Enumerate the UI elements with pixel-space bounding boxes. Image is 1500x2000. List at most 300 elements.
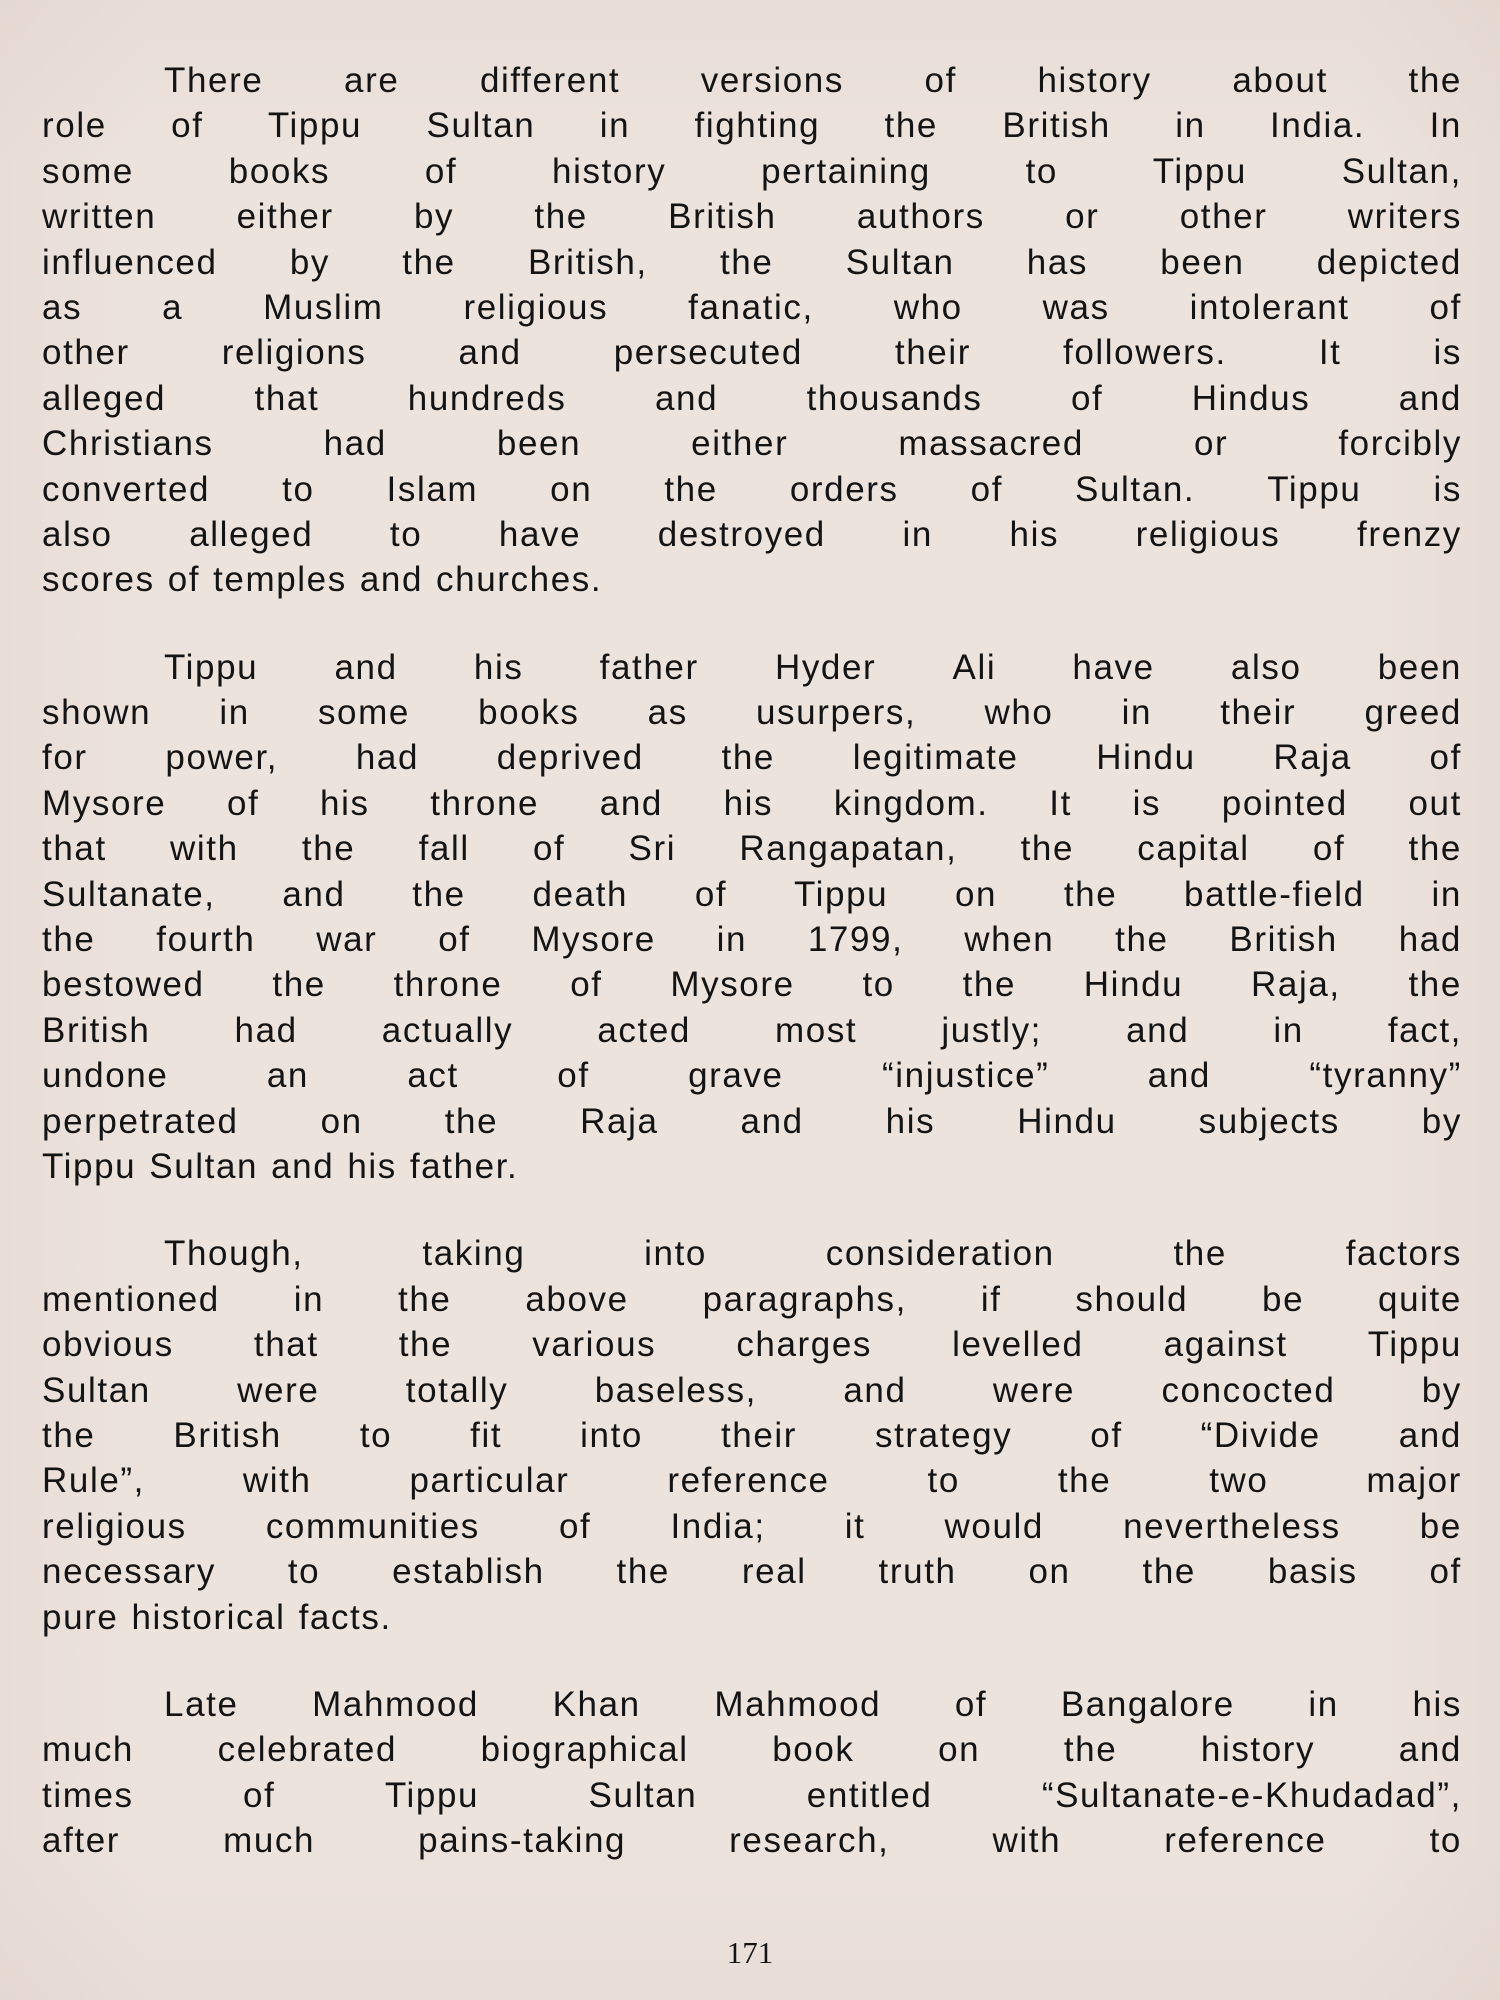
word: or (1193, 424, 1229, 464)
word: the (664, 469, 718, 509)
text-line (42, 285, 1462, 330)
word: of (424, 151, 458, 191)
word: Mysore (42, 783, 167, 823)
word: father. (409, 1146, 519, 1186)
page-number: 171 (726, 1935, 774, 1970)
word: other (1179, 197, 1268, 237)
word: reference (1164, 1821, 1327, 1861)
word: Raja, (1251, 965, 1341, 1005)
word: were (992, 1370, 1076, 1410)
word: the (398, 1279, 452, 1319)
word: his (347, 1146, 397, 1186)
word: “injustice” (882, 1056, 1050, 1096)
word: truth (878, 1552, 957, 1592)
paragraph (42, 1682, 1462, 1864)
word: entitled (806, 1775, 933, 1815)
word: the (1020, 829, 1075, 869)
word: orders (789, 469, 899, 509)
word: religious (1135, 514, 1281, 554)
word: of (1090, 1415, 1123, 1455)
word: Sri (628, 829, 677, 869)
text-line (42, 962, 1462, 1007)
text-line (42, 645, 1462, 690)
word: was (1042, 287, 1110, 327)
word: pure (42, 1597, 119, 1637)
word: had (355, 738, 420, 778)
word: into (644, 1234, 707, 1274)
word: consideration (825, 1234, 1055, 1274)
word: his (320, 783, 370, 823)
word: much (42, 1730, 134, 1770)
word: Hindu (1017, 1101, 1117, 1141)
text-line (42, 1504, 1462, 1549)
word: his (1412, 1684, 1462, 1724)
word: the (272, 965, 326, 1005)
word: and (334, 647, 398, 687)
word: to (389, 514, 423, 554)
word: it (844, 1506, 866, 1546)
word: of (954, 1684, 988, 1724)
text-line (42, 735, 1462, 780)
word: history (1037, 61, 1152, 100)
word: that (42, 829, 107, 869)
word: the (42, 1415, 96, 1455)
text-line (42, 1413, 1462, 1458)
word: after (42, 1821, 121, 1861)
word: subjects (1198, 1101, 1340, 1141)
text-line (42, 1008, 1462, 1053)
text-line (42, 1368, 1462, 1413)
word: fall (418, 829, 470, 869)
word: pains-taking (418, 1821, 627, 1861)
word: British (1002, 106, 1111, 146)
word: and (740, 1101, 804, 1141)
word: various (532, 1325, 657, 1365)
word: scores (42, 560, 155, 600)
word: who (984, 693, 1054, 733)
word: by (413, 197, 455, 237)
word: Sultanate, (42, 874, 216, 914)
text-line (42, 690, 1462, 735)
text-line (42, 467, 1462, 512)
word: Hindu (1083, 965, 1184, 1005)
word: influenced (42, 242, 218, 282)
body-text (42, 58, 1462, 1905)
word: most (775, 1010, 858, 1050)
word: book (772, 1730, 855, 1770)
word: power, (165, 738, 279, 778)
word: an (266, 1056, 309, 1096)
word: of (1429, 287, 1462, 327)
word: into (580, 1415, 643, 1455)
word: It (1318, 333, 1342, 373)
word: writers (1347, 197, 1462, 237)
text-line (42, 1818, 1462, 1863)
word: death (532, 874, 629, 914)
word: “Divide (1200, 1415, 1321, 1455)
word: to (927, 1461, 960, 1501)
word: of (557, 1056, 590, 1096)
word: in (219, 693, 250, 733)
word: of (970, 469, 1004, 509)
word: of (694, 874, 728, 914)
word: Tippu (1267, 469, 1362, 509)
word: in (599, 106, 631, 146)
word: his (723, 783, 774, 823)
word: frenzy (1357, 514, 1462, 554)
text-line (42, 1053, 1462, 1098)
word: of (1312, 829, 1346, 869)
word: British, (527, 242, 648, 282)
word: by (1421, 1101, 1462, 1141)
text-line (42, 512, 1462, 557)
word: acted (597, 1010, 691, 1050)
word: times (42, 1775, 134, 1815)
word: for (42, 738, 88, 778)
word: his (1009, 514, 1060, 554)
word: books (478, 693, 580, 733)
word: of (227, 783, 260, 823)
text-line (42, 1595, 1462, 1640)
text-line (42, 240, 1462, 285)
word: hundreds (407, 378, 567, 418)
text-line (42, 781, 1462, 826)
word: the (402, 242, 456, 282)
word: much (223, 1821, 316, 1861)
text-line (42, 58, 1462, 103)
word: of (532, 829, 566, 869)
word: Tippu (384, 1775, 480, 1815)
word: the (1057, 1461, 1112, 1501)
text-line (42, 421, 1462, 466)
word: Sultan (845, 242, 955, 282)
word: the (412, 874, 466, 914)
word: are (344, 61, 400, 100)
word: about (1232, 61, 1328, 100)
word: and (359, 560, 424, 600)
word: Sultan, (1341, 151, 1462, 191)
word: Raja (580, 1101, 659, 1141)
word: to (1025, 151, 1058, 191)
word: Ali (952, 647, 997, 687)
word: in (1121, 693, 1153, 733)
word: Bangalore (1060, 1684, 1235, 1724)
word: the (534, 197, 588, 237)
word: have (498, 514, 582, 554)
word: intolerant (1189, 287, 1350, 327)
word: have (1072, 647, 1155, 687)
word: if (980, 1279, 1002, 1319)
word: to (1429, 1821, 1462, 1861)
word: British (173, 1415, 282, 1455)
word: legitimate (852, 738, 1019, 778)
text-line (42, 1549, 1462, 1594)
word: massacred (898, 424, 1084, 464)
word: books (228, 151, 331, 191)
word: research, (729, 1821, 890, 1861)
word: of (558, 1506, 592, 1546)
word: of (1070, 378, 1104, 418)
word: had (234, 1010, 298, 1050)
paragraph (42, 58, 1462, 603)
word: is (1132, 783, 1162, 823)
word: usurpers, (755, 693, 917, 733)
word: Tippu (42, 1146, 137, 1186)
word: above (525, 1279, 629, 1319)
word: some (42, 151, 134, 191)
word: also (42, 514, 113, 554)
word: the (616, 1552, 670, 1592)
word: that (254, 378, 320, 418)
text-line (42, 330, 1462, 375)
text-line (42, 826, 1462, 871)
word: alleged (42, 378, 167, 418)
text-line (42, 376, 1462, 421)
word: Sultan (426, 106, 536, 146)
word: of (171, 106, 204, 146)
word: Hindus (1191, 378, 1311, 418)
word: by (1421, 1370, 1462, 1410)
word: on (320, 1101, 363, 1141)
text-line (42, 1682, 1462, 1727)
text-line (42, 103, 1462, 148)
word: basis (1267, 1552, 1358, 1592)
word: the (1408, 61, 1462, 100)
word: levelled (952, 1325, 1084, 1365)
word: with (992, 1821, 1062, 1861)
word: and (1126, 1010, 1190, 1050)
word: deprived (496, 738, 644, 778)
word: act (407, 1056, 459, 1096)
word: and (1398, 1415, 1462, 1455)
word: converted (42, 469, 211, 509)
text-line (42, 1773, 1462, 1818)
word: necessary (42, 1552, 216, 1592)
word: been (1377, 647, 1462, 687)
word: the (1142, 1552, 1196, 1592)
word: the (1173, 1234, 1227, 1274)
word: British (42, 1010, 151, 1050)
word: the (42, 920, 96, 960)
word: fighting (694, 106, 821, 146)
word: were (237, 1370, 320, 1410)
word: capital (1137, 829, 1250, 869)
word: some (317, 693, 410, 733)
word: major (1366, 1461, 1462, 1501)
word: and (843, 1370, 907, 1410)
word: Sultan. (1075, 469, 1196, 509)
word: concocted (1161, 1370, 1336, 1410)
word: authors (856, 197, 985, 237)
word: in (1175, 106, 1206, 146)
word: strategy (875, 1415, 1013, 1455)
word: out (1408, 783, 1462, 823)
word: Tippu (164, 647, 259, 687)
word: pertaining (761, 151, 931, 191)
text-line (42, 917, 1462, 962)
word: to (359, 1415, 393, 1455)
word: Mahmood (714, 1684, 882, 1724)
word: by (289, 242, 330, 282)
word: and (654, 378, 719, 418)
word: totally (405, 1370, 509, 1410)
word: justly; (941, 1010, 1042, 1050)
word: particular (409, 1461, 570, 1501)
word: Islam (386, 469, 479, 509)
word: mentioned (42, 1279, 220, 1319)
word: Hyder (774, 647, 877, 687)
word: facts. (298, 1597, 392, 1637)
word: in (902, 514, 933, 554)
word: the (962, 965, 1017, 1005)
word: either (691, 424, 789, 464)
word: alleged (189, 514, 314, 554)
word: of (570, 965, 603, 1005)
word: role (42, 106, 107, 146)
word: fanatic, (688, 287, 814, 327)
word: Rule”, (42, 1461, 145, 1501)
word: Tippu (1152, 151, 1247, 191)
word: Sultan (42, 1370, 151, 1410)
word: to (862, 965, 895, 1005)
word: two (1209, 1461, 1269, 1501)
word: celebrated (217, 1730, 398, 1770)
word: charges (736, 1325, 873, 1365)
word: the (719, 242, 774, 282)
word: to (287, 1552, 321, 1592)
word: Rangapatan, (739, 829, 958, 869)
word: as (647, 693, 688, 733)
word: with (242, 1461, 312, 1501)
word: bestowed (42, 965, 205, 1005)
word: on (954, 874, 998, 914)
word: communities (265, 1506, 480, 1546)
word: throne (393, 965, 503, 1005)
word: paragraphs, (702, 1279, 907, 1319)
word: the (1063, 1730, 1118, 1770)
word: and (1147, 1056, 1211, 1096)
word: kingdom. (833, 783, 989, 823)
word: when (964, 920, 1055, 960)
word: on (938, 1730, 981, 1770)
word: biographical (480, 1730, 689, 1770)
word: father (599, 647, 699, 687)
word: establish (392, 1552, 545, 1592)
word: of (167, 560, 201, 600)
word: other (42, 333, 130, 373)
word: of (1429, 1552, 1462, 1592)
word: churches. (436, 560, 603, 600)
word: on (550, 469, 593, 509)
word: been (1160, 242, 1245, 282)
word: “tyranny” (1309, 1056, 1462, 1096)
word: who (893, 287, 963, 327)
word: Mahmood (312, 1684, 479, 1724)
word: of (243, 1775, 276, 1815)
word: followers. (1063, 333, 1227, 373)
word: their (720, 1415, 798, 1455)
word: and (1398, 1730, 1462, 1770)
word: Christians (42, 424, 214, 464)
word: India. (1270, 106, 1366, 146)
word: their (894, 333, 971, 373)
word: historical (131, 1597, 286, 1637)
word: 1799, (807, 920, 904, 960)
word: Late (164, 1684, 239, 1724)
word: In (1429, 106, 1462, 146)
word: against (1163, 1325, 1288, 1365)
word: Mysore (670, 965, 795, 1005)
word: Sultan (588, 1775, 698, 1815)
word: religions (221, 333, 367, 373)
word: India; (670, 1506, 766, 1546)
word: is (1433, 469, 1462, 509)
word: had (1398, 920, 1462, 960)
word: persecuted (613, 333, 803, 373)
word: reference (667, 1461, 830, 1501)
paragraph (42, 1231, 1462, 1640)
word: British (668, 197, 777, 237)
word: factors (1345, 1234, 1462, 1274)
word: forcibly (1338, 424, 1462, 464)
word: Khan (552, 1684, 641, 1724)
word: There (164, 61, 264, 100)
word: of (924, 61, 957, 100)
word: or (1065, 197, 1100, 237)
word: the (1408, 965, 1462, 1005)
word: the (721, 738, 775, 778)
word: as (42, 287, 83, 327)
word: temples (213, 560, 347, 600)
word: different (479, 61, 621, 100)
word: had (323, 424, 387, 464)
word: Sultan (149, 1146, 259, 1186)
word: real (741, 1552, 807, 1592)
word: written (42, 197, 157, 237)
word: It (1049, 783, 1072, 823)
text-line (42, 149, 1462, 194)
word: on (1028, 1552, 1071, 1592)
word: Raja (1273, 738, 1352, 778)
word: the (444, 1101, 499, 1141)
word: Though, (164, 1234, 304, 1274)
word: “Sultanate-e-Khudadad”, (1041, 1775, 1462, 1815)
word: actually (381, 1010, 514, 1050)
text-line (42, 1322, 1462, 1367)
word: war (316, 920, 378, 960)
word: fourth (156, 920, 256, 960)
word: his (885, 1101, 936, 1141)
word: destroyed (657, 514, 826, 554)
word: of (438, 920, 471, 960)
word: undone (42, 1056, 169, 1096)
word: his (473, 647, 524, 687)
word: the (398, 1325, 453, 1365)
paragraph (42, 645, 1462, 1190)
word: quite (1378, 1279, 1462, 1319)
text-line (42, 1277, 1462, 1322)
word: be (1262, 1279, 1305, 1319)
text-line (42, 1099, 1462, 1144)
word: a (162, 287, 184, 327)
word: shown (42, 693, 152, 733)
text-line (42, 1727, 1462, 1772)
word: in (1308, 1684, 1339, 1724)
word: Hindu (1096, 738, 1196, 778)
word: and (271, 1146, 335, 1186)
text-line (42, 872, 1462, 917)
word: be (1419, 1506, 1462, 1546)
